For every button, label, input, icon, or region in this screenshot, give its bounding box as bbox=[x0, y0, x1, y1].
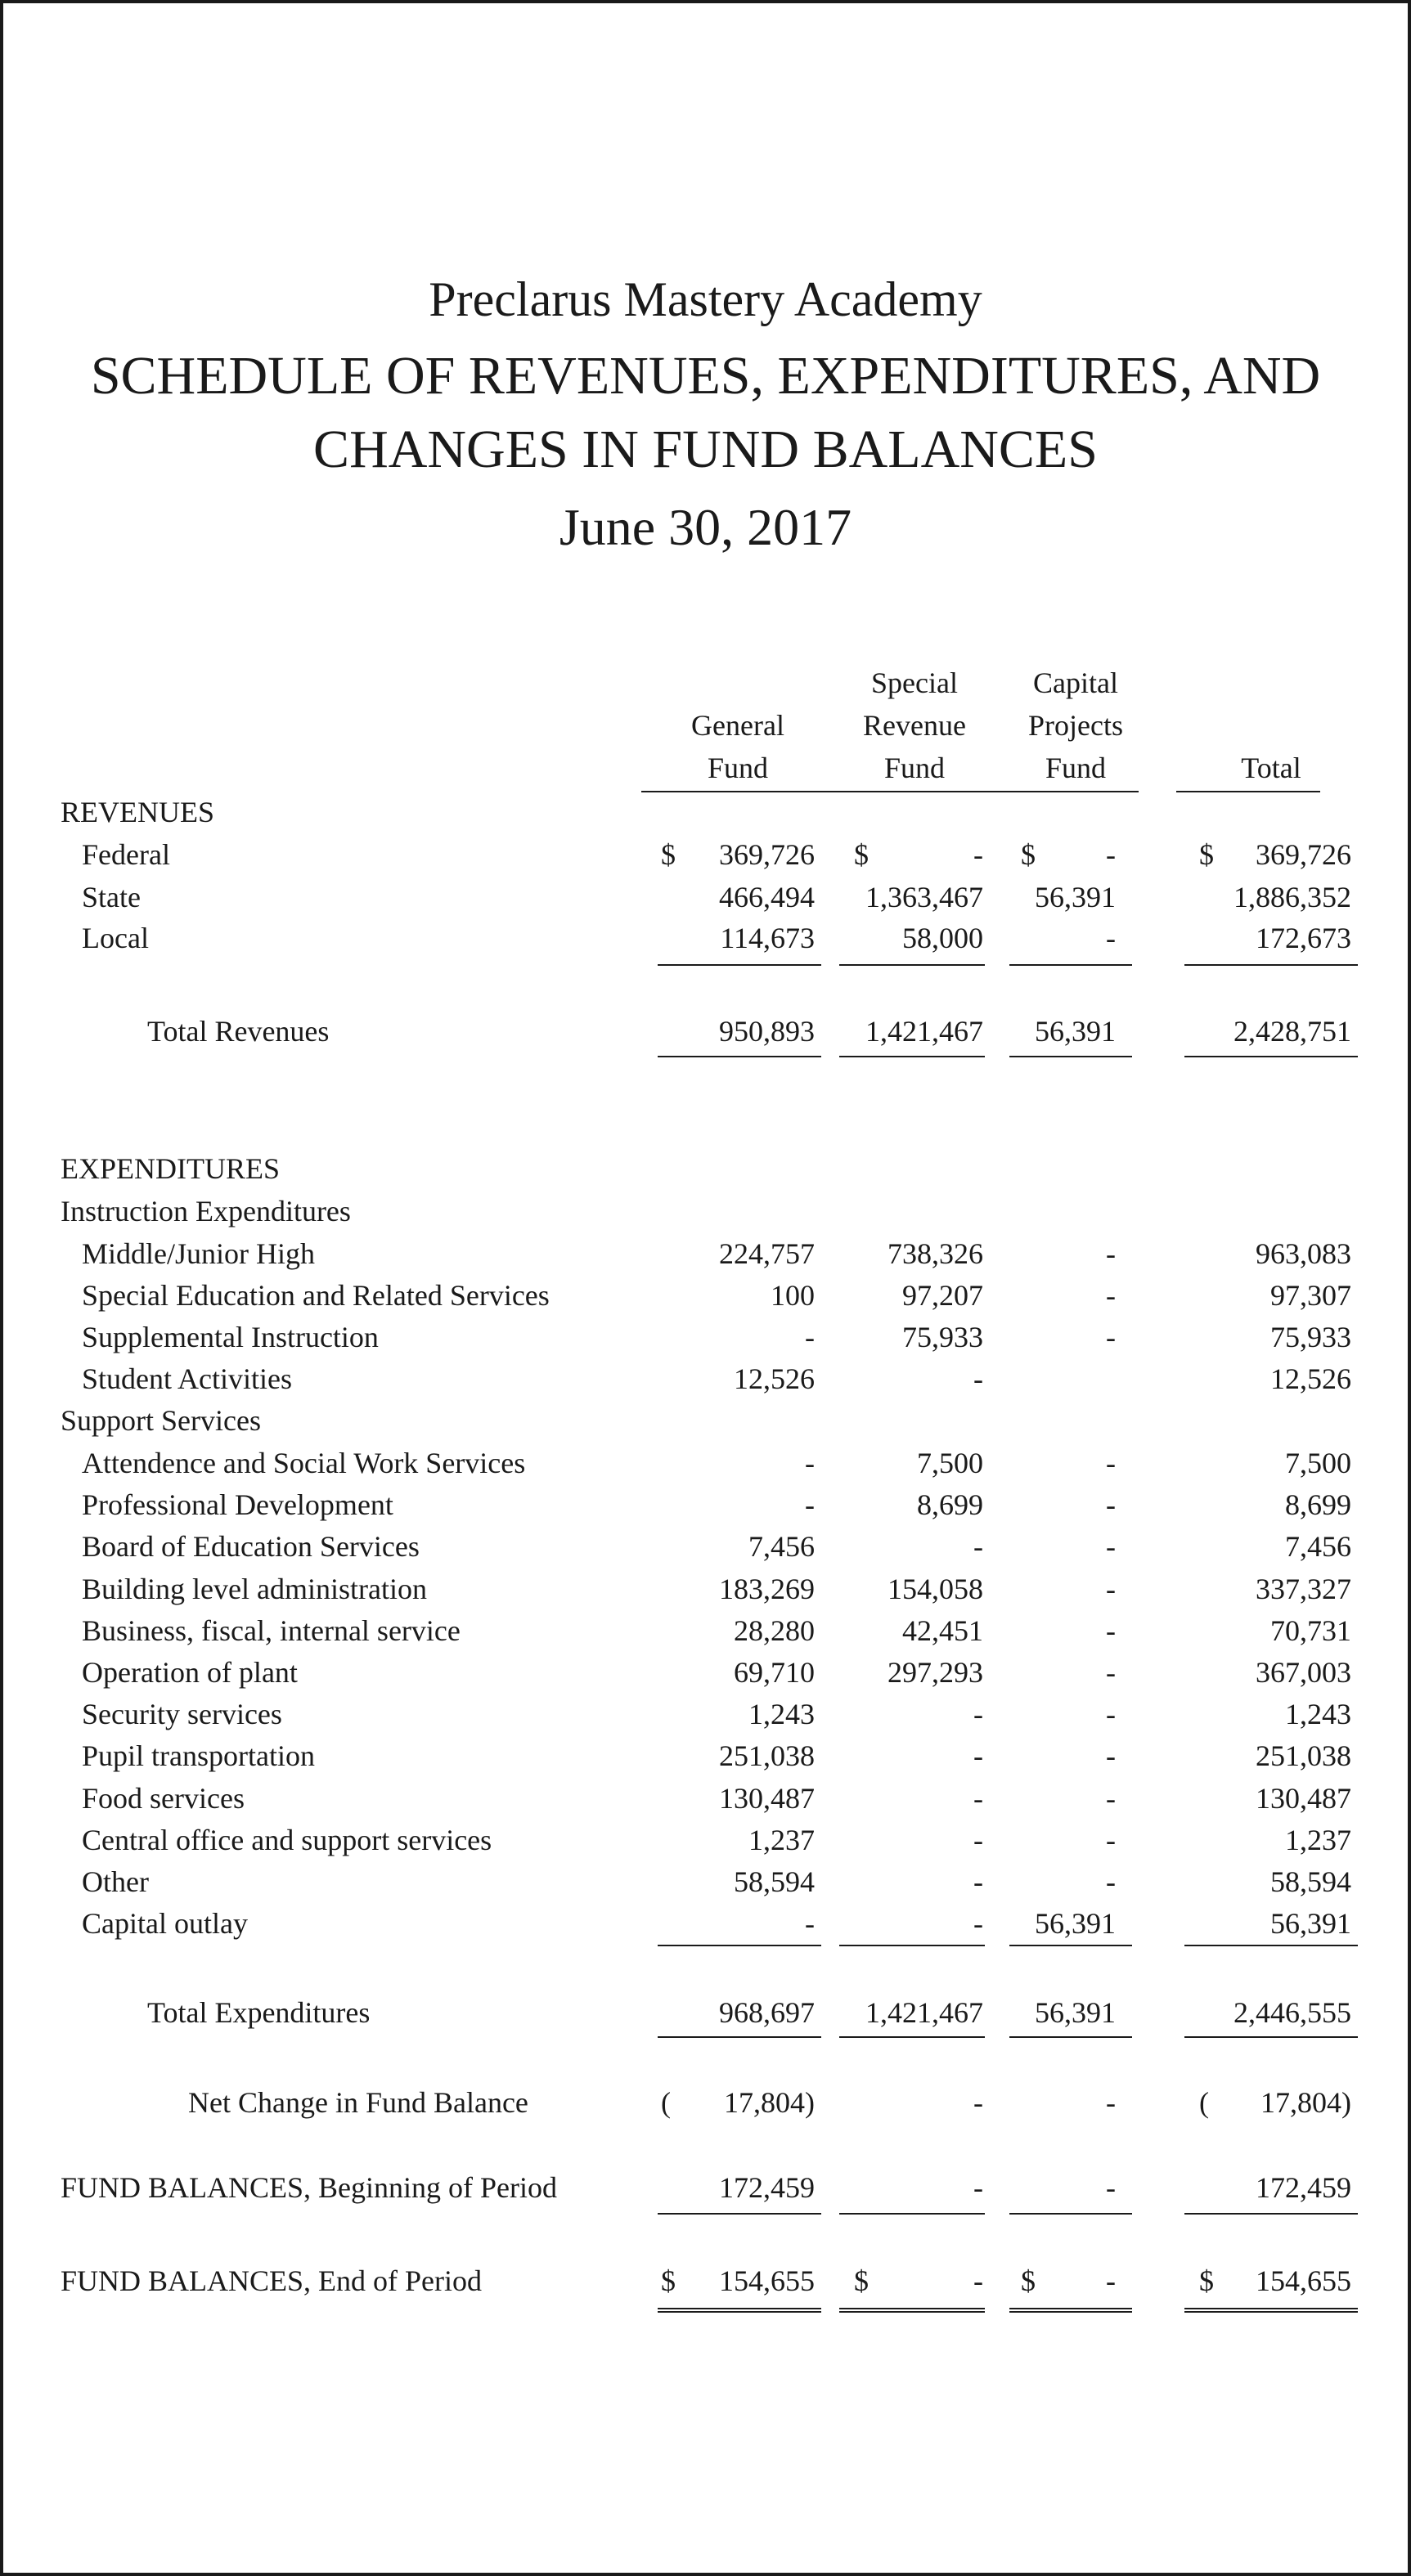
support-row-7-general-value: 251,038 bbox=[719, 1739, 815, 1773]
section-support-label: Support Services bbox=[61, 1404, 261, 1437]
section-support bbox=[3, 1403, 1408, 1444]
total-revenues-row-special-value: 1,421,467 bbox=[865, 1015, 983, 1048]
total-expenditures-rule-total bbox=[1184, 2036, 1358, 2038]
support-row-7-label: Pupil transportation bbox=[82, 1739, 315, 1773]
organization-name: Preclarus Mastery Academy bbox=[429, 272, 982, 326]
revenue-subtotal-rule-total bbox=[1184, 964, 1358, 966]
revenue-row-state bbox=[3, 880, 1408, 921]
fund-balance-begin-row-special-value: - bbox=[973, 2171, 983, 2204]
total-expenditures-row-total-value: 2,446,555 bbox=[1234, 1996, 1351, 2029]
fund-balance-end-row-capital-value: - bbox=[1106, 2264, 1116, 2297]
total-expenditures-row-capital-value: 56,391 bbox=[1035, 1996, 1116, 2029]
support-row-3-capital-value: - bbox=[1106, 1572, 1116, 1605]
schedule-title-line2: CHANGES IN FUND BALANCES bbox=[313, 420, 1098, 479]
support-row-6-label: Security services bbox=[82, 1698, 282, 1731]
support-row-4-total-value: 70,731 bbox=[1270, 1613, 1351, 1647]
instruction-row-2 bbox=[3, 1320, 1408, 1361]
support-row-6-capital-value: - bbox=[1106, 1698, 1116, 1731]
revenue-row-local-special-value: 58,000 bbox=[902, 922, 983, 954]
column-header-capital-line2: Projects bbox=[1028, 709, 1123, 742]
support-row-2 bbox=[3, 1529, 1408, 1570]
support-row-1-special-value: 8,699 bbox=[917, 1488, 983, 1522]
support-row-5-general-value: 69,710 bbox=[734, 1656, 815, 1689]
section-revenues-label: REVENUES bbox=[61, 796, 214, 828]
total-revenues-rule-general bbox=[658, 1056, 821, 1057]
section-expenditures-label: EXPENDITURES bbox=[61, 1152, 280, 1185]
fund-end-double-rule-capital bbox=[1009, 2308, 1132, 2313]
revenue-subtotal-rule-capital bbox=[1009, 964, 1132, 966]
revenue-row-federal-general-currency: $ bbox=[661, 838, 676, 871]
instruction-row-3-general-value: 12,526 bbox=[734, 1362, 815, 1395]
support-row-1-capital-value: - bbox=[1106, 1488, 1116, 1522]
column-header-total: Total bbox=[1241, 752, 1301, 784]
revenue-row-federal-special-value: - bbox=[973, 838, 983, 871]
instruction-row-3-label: Student Activities bbox=[82, 1362, 292, 1395]
support-row-5-special-value: 297,293 bbox=[887, 1656, 983, 1689]
revenue-row-federal-total-currency: $ bbox=[1199, 838, 1214, 871]
revenue-row-local-total-value: 172,673 bbox=[1256, 922, 1351, 954]
instruction-row-1-special-value: 97,207 bbox=[902, 1279, 983, 1312]
support-row-2-total-value: 7,456 bbox=[1285, 1530, 1351, 1564]
fund-balance-begin-row-total-value: 172,459 bbox=[1256, 2171, 1351, 2204]
support-row-8-capital-value: - bbox=[1106, 1781, 1116, 1815]
revenue-row-local-general-value: 114,673 bbox=[720, 922, 815, 954]
revenue-row-federal-general-value: 369,726 bbox=[719, 838, 815, 871]
total-expenditures-row-general-value: 968,697 bbox=[719, 1996, 815, 2029]
support-row-11-special-value: - bbox=[973, 1907, 983, 1941]
net-change-row-total-value: 17,804) bbox=[1260, 2086, 1351, 2119]
total-expenditures-rule-general bbox=[658, 2036, 821, 2038]
support-row-6-special-value: - bbox=[973, 1698, 983, 1731]
schedule-title-line1: SCHEDULE OF REVENUES, EXPENDITURES, AND bbox=[90, 346, 1321, 406]
column-header-special-line2: Revenue bbox=[863, 709, 966, 742]
support-row-6-total-value: 1,243 bbox=[1285, 1698, 1351, 1731]
fund-end-double-rule-general bbox=[658, 2308, 821, 2313]
support-row-5 bbox=[3, 1655, 1408, 1696]
fund-balance-end-row-label: FUND BALANCES, End of Period bbox=[61, 2264, 483, 2297]
section-instruction bbox=[3, 1194, 1408, 1235]
instruction-row-3-total-value: 12,526 bbox=[1270, 1362, 1351, 1395]
total-revenues-row-general-value: 950,893 bbox=[719, 1015, 815, 1048]
total-expenditures-rule-capital bbox=[1009, 2036, 1132, 2038]
support-row-10-total-value: 58,594 bbox=[1270, 1865, 1351, 1898]
column-header-total-rule bbox=[1176, 791, 1320, 792]
support-row-2-special-value: - bbox=[973, 1530, 983, 1564]
total-revenues-rule-special bbox=[839, 1056, 985, 1057]
revenue-row-state-capital-value: 56,391 bbox=[1035, 881, 1116, 913]
support-row-7-special-value: - bbox=[973, 1739, 983, 1773]
fund-end-double-rule-special bbox=[839, 2308, 985, 2313]
instruction-row-0 bbox=[3, 1236, 1408, 1277]
support-row-9 bbox=[3, 1823, 1408, 1864]
support-row-6 bbox=[3, 1697, 1408, 1738]
support-row-1-label: Professional Development bbox=[82, 1488, 393, 1522]
fund-balance-begin-row bbox=[3, 2170, 1408, 2211]
total-expenditures-rule-special bbox=[839, 2036, 985, 2038]
support-row-7-total-value: 251,038 bbox=[1256, 1739, 1351, 1773]
revenue-row-federal-label: Federal bbox=[82, 838, 170, 871]
fund-balance-begin-row-capital-value: - bbox=[1106, 2171, 1116, 2204]
revenue-subtotal-rule-general bbox=[658, 964, 821, 966]
support-row-5-capital-value: - bbox=[1106, 1656, 1116, 1689]
support-row-3-general-value: 183,269 bbox=[719, 1572, 815, 1605]
instruction-row-1-label: Special Education and Related Services bbox=[82, 1279, 550, 1312]
section-expenditures bbox=[3, 1151, 1408, 1192]
revenue-row-local bbox=[3, 921, 1408, 962]
revenue-row-state-special-value: 1,363,467 bbox=[865, 881, 983, 913]
revenue-row-federal-capital-value: - bbox=[1106, 838, 1116, 871]
column-header-special-line1: Special bbox=[871, 666, 958, 699]
support-row-5-total-value: 367,003 bbox=[1256, 1656, 1351, 1689]
fund-balance-end-row-general-currency: $ bbox=[661, 2264, 676, 2297]
instruction-row-1-general-value: 100 bbox=[771, 1279, 815, 1312]
support-row-5-label: Operation of plant bbox=[82, 1656, 298, 1689]
support-row-8-label: Food services bbox=[82, 1781, 245, 1815]
column-header-capital-line1: Capital bbox=[1033, 666, 1118, 699]
fund-balance-end-row-special-currency: $ bbox=[854, 2264, 869, 2297]
support-row-8 bbox=[3, 1781, 1408, 1822]
support-row-0-special-value: 7,500 bbox=[917, 1447, 983, 1479]
support-row-4 bbox=[3, 1613, 1408, 1654]
revenue-row-state-general-value: 466,494 bbox=[719, 881, 815, 913]
fund-balance-end-row-special-value: - bbox=[973, 2264, 983, 2297]
fund-begin-rule-capital bbox=[1009, 2213, 1132, 2215]
expenditure-subtotal-rule-general bbox=[658, 1945, 821, 1946]
support-row-7 bbox=[3, 1739, 1408, 1779]
instruction-row-1-capital-value: - bbox=[1106, 1279, 1116, 1312]
instruction-row-0-capital-value: - bbox=[1106, 1237, 1116, 1270]
net-change-row-label: Net Change in Fund Balance bbox=[188, 2086, 528, 2119]
support-row-2-capital-value: - bbox=[1106, 1530, 1116, 1564]
fund-balance-begin-row-general-value: 172,459 bbox=[719, 2171, 815, 2204]
column-header-capital-line3: Fund bbox=[1045, 752, 1107, 784]
section-revenues bbox=[3, 795, 1408, 836]
support-row-8-special-value: - bbox=[973, 1781, 983, 1815]
support-row-1 bbox=[3, 1488, 1408, 1528]
total-revenues-row-total-value: 2,428,751 bbox=[1234, 1015, 1351, 1048]
net-change-row-capital-value: - bbox=[1106, 2086, 1116, 2119]
revenue-row-state-total-value: 1,886,352 bbox=[1234, 881, 1351, 913]
fund-end-double-rule-total bbox=[1184, 2308, 1358, 2313]
support-row-3-total-value: 337,327 bbox=[1256, 1572, 1351, 1605]
support-row-3 bbox=[3, 1572, 1408, 1613]
total-revenues-row bbox=[3, 1014, 1408, 1055]
support-row-9-capital-value: - bbox=[1106, 1823, 1116, 1856]
revenue-row-local-capital-value: - bbox=[1106, 922, 1116, 954]
revenue-subtotal-rule-special bbox=[839, 964, 985, 966]
support-row-10-label: Other bbox=[82, 1865, 149, 1898]
total-revenues-rule-capital bbox=[1009, 1056, 1132, 1057]
total-revenues-rule-total bbox=[1184, 1056, 1358, 1057]
support-row-11 bbox=[3, 1906, 1408, 1947]
expenditure-subtotal-rule-special bbox=[839, 1945, 985, 1946]
net-change-row bbox=[3, 2085, 1408, 2126]
report-date: June 30, 2017 bbox=[559, 498, 852, 556]
support-row-3-special-value: 154,058 bbox=[887, 1572, 983, 1605]
support-row-10-capital-value: - bbox=[1106, 1865, 1116, 1898]
expenditure-subtotal-rule-capital bbox=[1009, 1945, 1132, 1946]
support-row-2-general-value: 7,456 bbox=[748, 1530, 815, 1564]
column-header-general-line1: General bbox=[691, 709, 784, 742]
revenue-row-federal-capital-currency: $ bbox=[1021, 838, 1036, 871]
column-header-rule bbox=[641, 791, 1139, 792]
support-row-4-special-value: 42,451 bbox=[902, 1613, 983, 1647]
column-header-general-line2: Fund bbox=[707, 752, 769, 784]
support-row-11-total-value: 56,391 bbox=[1270, 1907, 1351, 1941]
net-change-row-special-value: - bbox=[973, 2086, 983, 2119]
support-row-9-general-value: 1,237 bbox=[748, 1823, 815, 1856]
instruction-row-1 bbox=[3, 1278, 1408, 1319]
expenditure-subtotal-rule-total bbox=[1184, 1945, 1358, 1946]
support-row-8-total-value: 130,487 bbox=[1256, 1781, 1351, 1815]
support-row-10-special-value: - bbox=[973, 1865, 983, 1898]
net-change-row-general-value: 17,804) bbox=[724, 2086, 815, 2119]
support-row-11-label: Capital outlay bbox=[82, 1907, 248, 1941]
support-row-0-capital-value: - bbox=[1106, 1447, 1116, 1479]
support-row-9-total-value: 1,237 bbox=[1285, 1823, 1351, 1856]
fund-begin-rule-special bbox=[839, 2213, 985, 2215]
support-row-11-capital-value: 56,391 bbox=[1035, 1907, 1116, 1941]
instruction-row-0-total-value: 963,083 bbox=[1256, 1237, 1351, 1270]
column-header-special-line3: Fund bbox=[883, 752, 946, 784]
support-row-6-general-value: 1,243 bbox=[748, 1698, 815, 1731]
fund-balance-end-row-total-currency: $ bbox=[1199, 2264, 1214, 2297]
total-revenues-row-label: Total Revenues bbox=[147, 1015, 330, 1048]
fund-balance-end-row-general-value: 154,655 bbox=[719, 2264, 815, 2297]
fund-balance-end-row bbox=[3, 2264, 1408, 2304]
support-row-1-general-value: - bbox=[805, 1488, 815, 1522]
support-row-2-label: Board of Education Services bbox=[82, 1530, 420, 1564]
instruction-row-2-general-value: - bbox=[805, 1321, 815, 1353]
total-expenditures-row-label: Total Expenditures bbox=[147, 1996, 371, 2029]
support-row-10 bbox=[3, 1865, 1408, 1905]
support-row-0-label: Attendence and Social Work Services bbox=[82, 1447, 526, 1479]
instruction-row-2-label: Supplemental Instruction bbox=[82, 1321, 379, 1353]
support-row-4-label: Business, fiscal, internal service bbox=[82, 1613, 461, 1647]
support-row-0-total-value: 7,500 bbox=[1285, 1447, 1351, 1479]
support-row-3-label: Building level administration bbox=[82, 1572, 427, 1605]
fund-balance-begin-row-label: FUND BALANCES, Beginning of Period bbox=[61, 2171, 558, 2204]
instruction-row-1-total-value: 97,307 bbox=[1270, 1279, 1351, 1312]
instruction-row-3 bbox=[3, 1362, 1408, 1402]
support-row-0 bbox=[3, 1446, 1408, 1487]
net-change-row-total-open-paren: ( bbox=[1199, 2086, 1209, 2119]
section-instruction-label: Instruction Expenditures bbox=[61, 1195, 351, 1227]
instruction-row-0-general-value: 224,757 bbox=[719, 1237, 815, 1270]
revenue-row-federal-special-currency: $ bbox=[854, 838, 869, 871]
support-row-0-general-value: - bbox=[805, 1447, 815, 1479]
instruction-row-3-special-value: - bbox=[973, 1362, 983, 1395]
support-row-10-general-value: 58,594 bbox=[734, 1865, 815, 1898]
support-row-1-total-value: 8,699 bbox=[1285, 1488, 1351, 1522]
support-row-4-general-value: 28,280 bbox=[734, 1613, 815, 1647]
instruction-row-0-label: Middle/Junior High bbox=[82, 1237, 315, 1270]
fund-balance-end-row-capital-currency: $ bbox=[1021, 2264, 1036, 2297]
support-row-4-capital-value: - bbox=[1106, 1613, 1116, 1647]
instruction-row-2-special-value: 75,933 bbox=[902, 1321, 983, 1353]
fund-balance-end-row-total-value: 154,655 bbox=[1256, 2264, 1351, 2297]
support-row-9-label: Central office and support services bbox=[82, 1823, 492, 1856]
support-row-9-special-value: - bbox=[973, 1823, 983, 1856]
revenue-row-local-label: Local bbox=[82, 922, 149, 954]
revenue-row-federal-total-value: 369,726 bbox=[1256, 838, 1351, 871]
instruction-row-0-special-value: 738,326 bbox=[887, 1237, 983, 1270]
support-row-8-general-value: 130,487 bbox=[719, 1781, 815, 1815]
support-row-7-capital-value: - bbox=[1106, 1739, 1116, 1773]
revenue-row-state-label: State bbox=[82, 881, 141, 913]
support-row-11-general-value: - bbox=[805, 1907, 815, 1941]
total-expenditures-row bbox=[3, 1995, 1408, 2036]
fund-begin-rule-total bbox=[1184, 2213, 1358, 2215]
fund-begin-rule-general bbox=[658, 2213, 821, 2215]
instruction-row-2-total-value: 75,933 bbox=[1270, 1321, 1351, 1353]
total-expenditures-row-special-value: 1,421,467 bbox=[865, 1996, 983, 2029]
net-change-row-general-open-paren: ( bbox=[661, 2086, 671, 2119]
revenue-row-federal bbox=[3, 837, 1408, 878]
total-revenues-row-capital-value: 56,391 bbox=[1035, 1015, 1116, 1048]
instruction-row-2-capital-value: - bbox=[1106, 1321, 1116, 1353]
